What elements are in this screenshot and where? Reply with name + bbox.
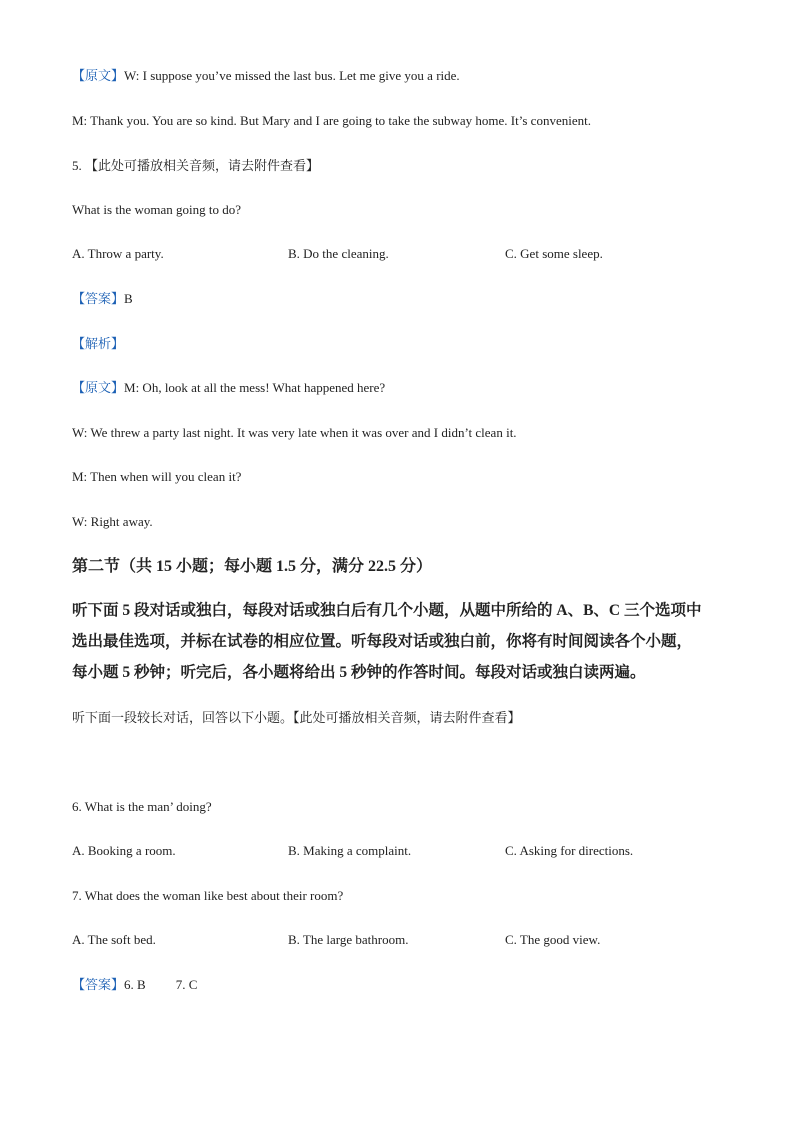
daan-label: 【答案】 — [72, 977, 125, 992]
q5-number: 5. — [72, 158, 85, 173]
q5-header — [72, 157, 319, 175]
q5-answer — [72, 290, 133, 308]
q7-option-c: C. The good view. — [505, 932, 601, 947]
q6-q7-answers — [72, 976, 197, 994]
q4-transcript-line-1 — [72, 67, 460, 85]
q6-question: 6. What is the man’ doing? — [72, 799, 212, 814]
yuanwen-label: 【原文】 — [72, 68, 125, 83]
answer-6: 6. B — [124, 977, 146, 992]
yuanwen-label: 【原文】 — [72, 380, 125, 395]
answer-value: B — [124, 291, 133, 306]
section2-instruction-line-2: 选出最佳选项，并标在试卷的相应位置。听每段对话或独白前，你将有时间阅读各个小题， — [72, 633, 693, 650]
q5-transcript-line-4: W: Right away. — [72, 514, 153, 529]
section2-instruction-line-3: 每小题 5 秒钟；听完后，各小题将给出 5 秒钟的作答时间。每段对话或独白读两遍。 — [72, 664, 646, 681]
daan-label: 【答案】 — [72, 291, 125, 306]
transcript-text: M: Oh, look at all the mess! What happened here? — [124, 380, 386, 395]
q5-option-c: C. Get some sleep. — [505, 246, 603, 261]
q7-option-b: B. The large bathroom. — [288, 932, 409, 947]
q6-option-b: B. Making a complaint. — [288, 843, 412, 858]
q5-transcript-line-1 — [72, 379, 385, 397]
audio-note: 【此处可播放相关音频，请去附件查看】 — [85, 158, 320, 173]
q7-question: 7. What does the woman like best about their room? — [72, 888, 344, 903]
q5-transcript-line-2: W: We threw a party last night. It was very late when it was over and I didn’t clean it. — [72, 425, 517, 440]
transcript-text: W: I suppose you’ve missed the last bus. Let me give you a ride. — [124, 68, 460, 83]
q6-option-a: A. Booking a room. — [72, 843, 176, 858]
answer-7: 7. C — [175, 977, 198, 992]
q5-option-b: B. Do the cleaning. — [288, 246, 389, 261]
section2-heading: 第二节（共 15 小题；每小题 1.5 分，满分 22.5 分） — [72, 558, 433, 575]
q5-transcript-line-3: M: Then when will you clean it? — [72, 469, 242, 484]
section2-sub-instruction: 听下面一段较长对话，回答以下小题。【此处可播放相关音频，请去附件查看】 — [72, 710, 521, 725]
section2-instruction-line-1: 听下面 5 段对话或独白，每段对话或独白后有几个小题，从题中所给的 A、B、C 三个选项中 — [72, 602, 702, 619]
q5-question: What is the woman going to do? — [72, 202, 241, 217]
q5-analysis-label: 【解析】 — [72, 336, 125, 351]
q6-option-c: C. Asking for directions. — [505, 843, 634, 858]
q7-option-a: A. The soft bed. — [72, 932, 156, 947]
q4-transcript-line-2: M: Thank you. You are so kind. But Mary and I are going to take the subway home. It’s convenient. — [72, 113, 591, 128]
q5-option-a: A. Throw a party. — [72, 246, 164, 261]
